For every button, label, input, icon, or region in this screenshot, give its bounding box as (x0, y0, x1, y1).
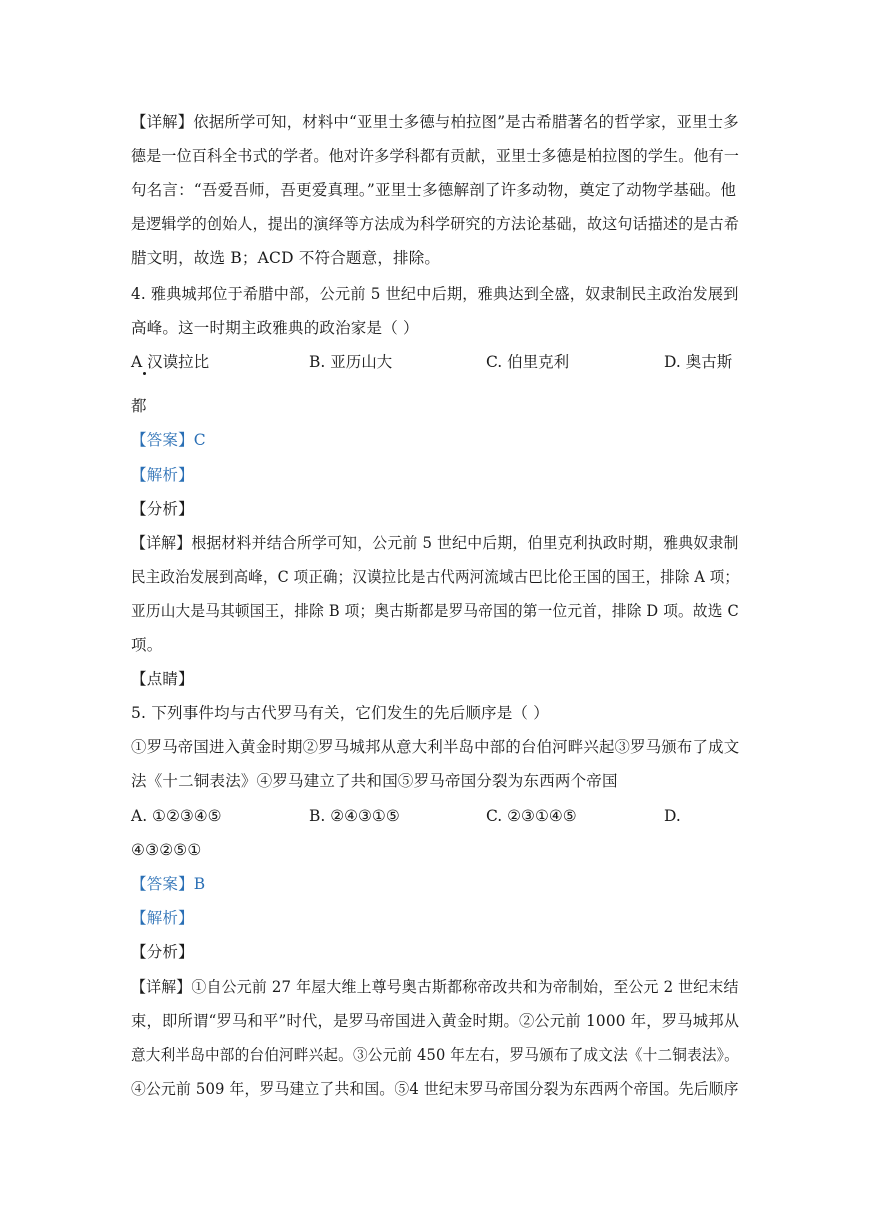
q3-detail-line-2: 德是一位百科全书式的学者。他对许多学科都有贡献，亚里士多德是柏拉图的学生。他有一 (131, 147, 740, 165)
q5-option-a: A. ①②③④⑤ (131, 807, 222, 825)
q4-dianjing-heading: 【点睛】 (131, 670, 194, 688)
q4-detail-line-2: 民主政治发展到高峰，C 项正确；汉谟拉比是古代两河流域古巴比伦王国的国王，排除 A 项； (131, 568, 740, 586)
q4-option-b: B. 亚历山大 (309, 353, 393, 371)
q3-detail-line-3: 句名言：“吾爱吾师，吾更爱真理。”亚里士多德解剖了许多动物，奠定了动物学基础。他 (131, 181, 737, 199)
q4-option-c: C. 伯里克利 (486, 353, 570, 371)
q3-detail-line-4: 是逻辑学的创始人，提出的演绎等方法成为科学研究的方法论基础，故这句话描述的是古希 (131, 215, 740, 233)
q4-stem-line-1: 4. 雅典城邦位于希腊中部，公元前 5 世纪中后期，雅典达到全盛，奴隶制民主政治发展到 (131, 285, 739, 303)
q3-detail-line-5: 腊文明，故选 B；ACD 不符合题意，排除。 (131, 249, 441, 267)
q5-option-d-continued: ④③②⑤① (131, 841, 202, 859)
q4-fenxi-heading: 【分析】 (131, 500, 194, 518)
q5-stem-line-2: ①罗马帝国进入黄金时期②罗马城邦从意大利半岛中部的台伯河畔兴起③罗马颁布了成文 (131, 738, 740, 756)
q3-detail-line-1: 【详解】依据所学可知，材料中“亚里士多德与柏拉图”是古希腊著名的哲学家，亚里士多 (131, 113, 739, 131)
q5-detail-line-1: 【详解】①自公元前 27 年屋大维上尊号奥古斯都称帝改共和为帝制始，至公元 2 世纪末结 (131, 978, 739, 996)
q5-option-b: B. ②④③①⑤ (309, 807, 400, 825)
q4-option-a: A 汉谟拉比 (131, 353, 210, 371)
q5-detail-line-4: ④公元前 509 年，罗马建立了共和国。⑤4 世纪末罗马帝国分裂为东西两个帝国。先后顺序 (131, 1080, 739, 1098)
q4-detail-line-1: 【详解】根据材料并结合所学可知，公元前 5 世纪中后期，伯里克利执政时期，雅典奴隶制 (131, 534, 739, 552)
q4-option-d-continued: 都 (131, 397, 147, 415)
q4-stem-line-2: 高峰。这一时期主政雅典的政治家是（ ） (131, 319, 419, 337)
q4-analysis-heading: 【解析】 (131, 466, 194, 484)
q5-stem-line-3: 法《十二铜表法》④罗马建立了共和国⑤罗马帝国分裂为东西两个帝国 (131, 772, 618, 790)
q4-detail-line-3: 亚历山大是马其顿国王，排除 B 项；奥古斯都是罗马帝国的第一位元首，排除 D 项。故选 C (131, 602, 739, 620)
q5-detail-line-3: 意大利半岛中部的台伯河畔兴起。③公元前 450 年左右，罗马颁布了成文法《十二铜表法》。 (131, 1046, 739, 1064)
q5-stem-line-1: 5. 下列事件均与古代罗马有关，它们发生的先后顺序是（ ） (131, 704, 549, 722)
q5-option-c: C. ②③①④⑤ (486, 807, 577, 825)
q4-detail-line-4: 项。 (131, 636, 163, 654)
q4-answer: 【答案】C (131, 431, 206, 449)
q5-detail-line-2: 束，即所谓“罗马和平”时代，是罗马帝国进入黄金时期。②公元前 1000 年，罗马城邦从 (131, 1012, 740, 1030)
q5-analysis-heading: 【解析】 (131, 909, 194, 927)
q5-fenxi-heading: 【分析】 (131, 943, 194, 961)
emphasis-dot (143, 372, 146, 375)
q5-option-d: D. (664, 807, 681, 825)
q5-answer: 【答案】B (131, 875, 206, 893)
q4-option-d: D. 奥古斯 (664, 353, 733, 371)
